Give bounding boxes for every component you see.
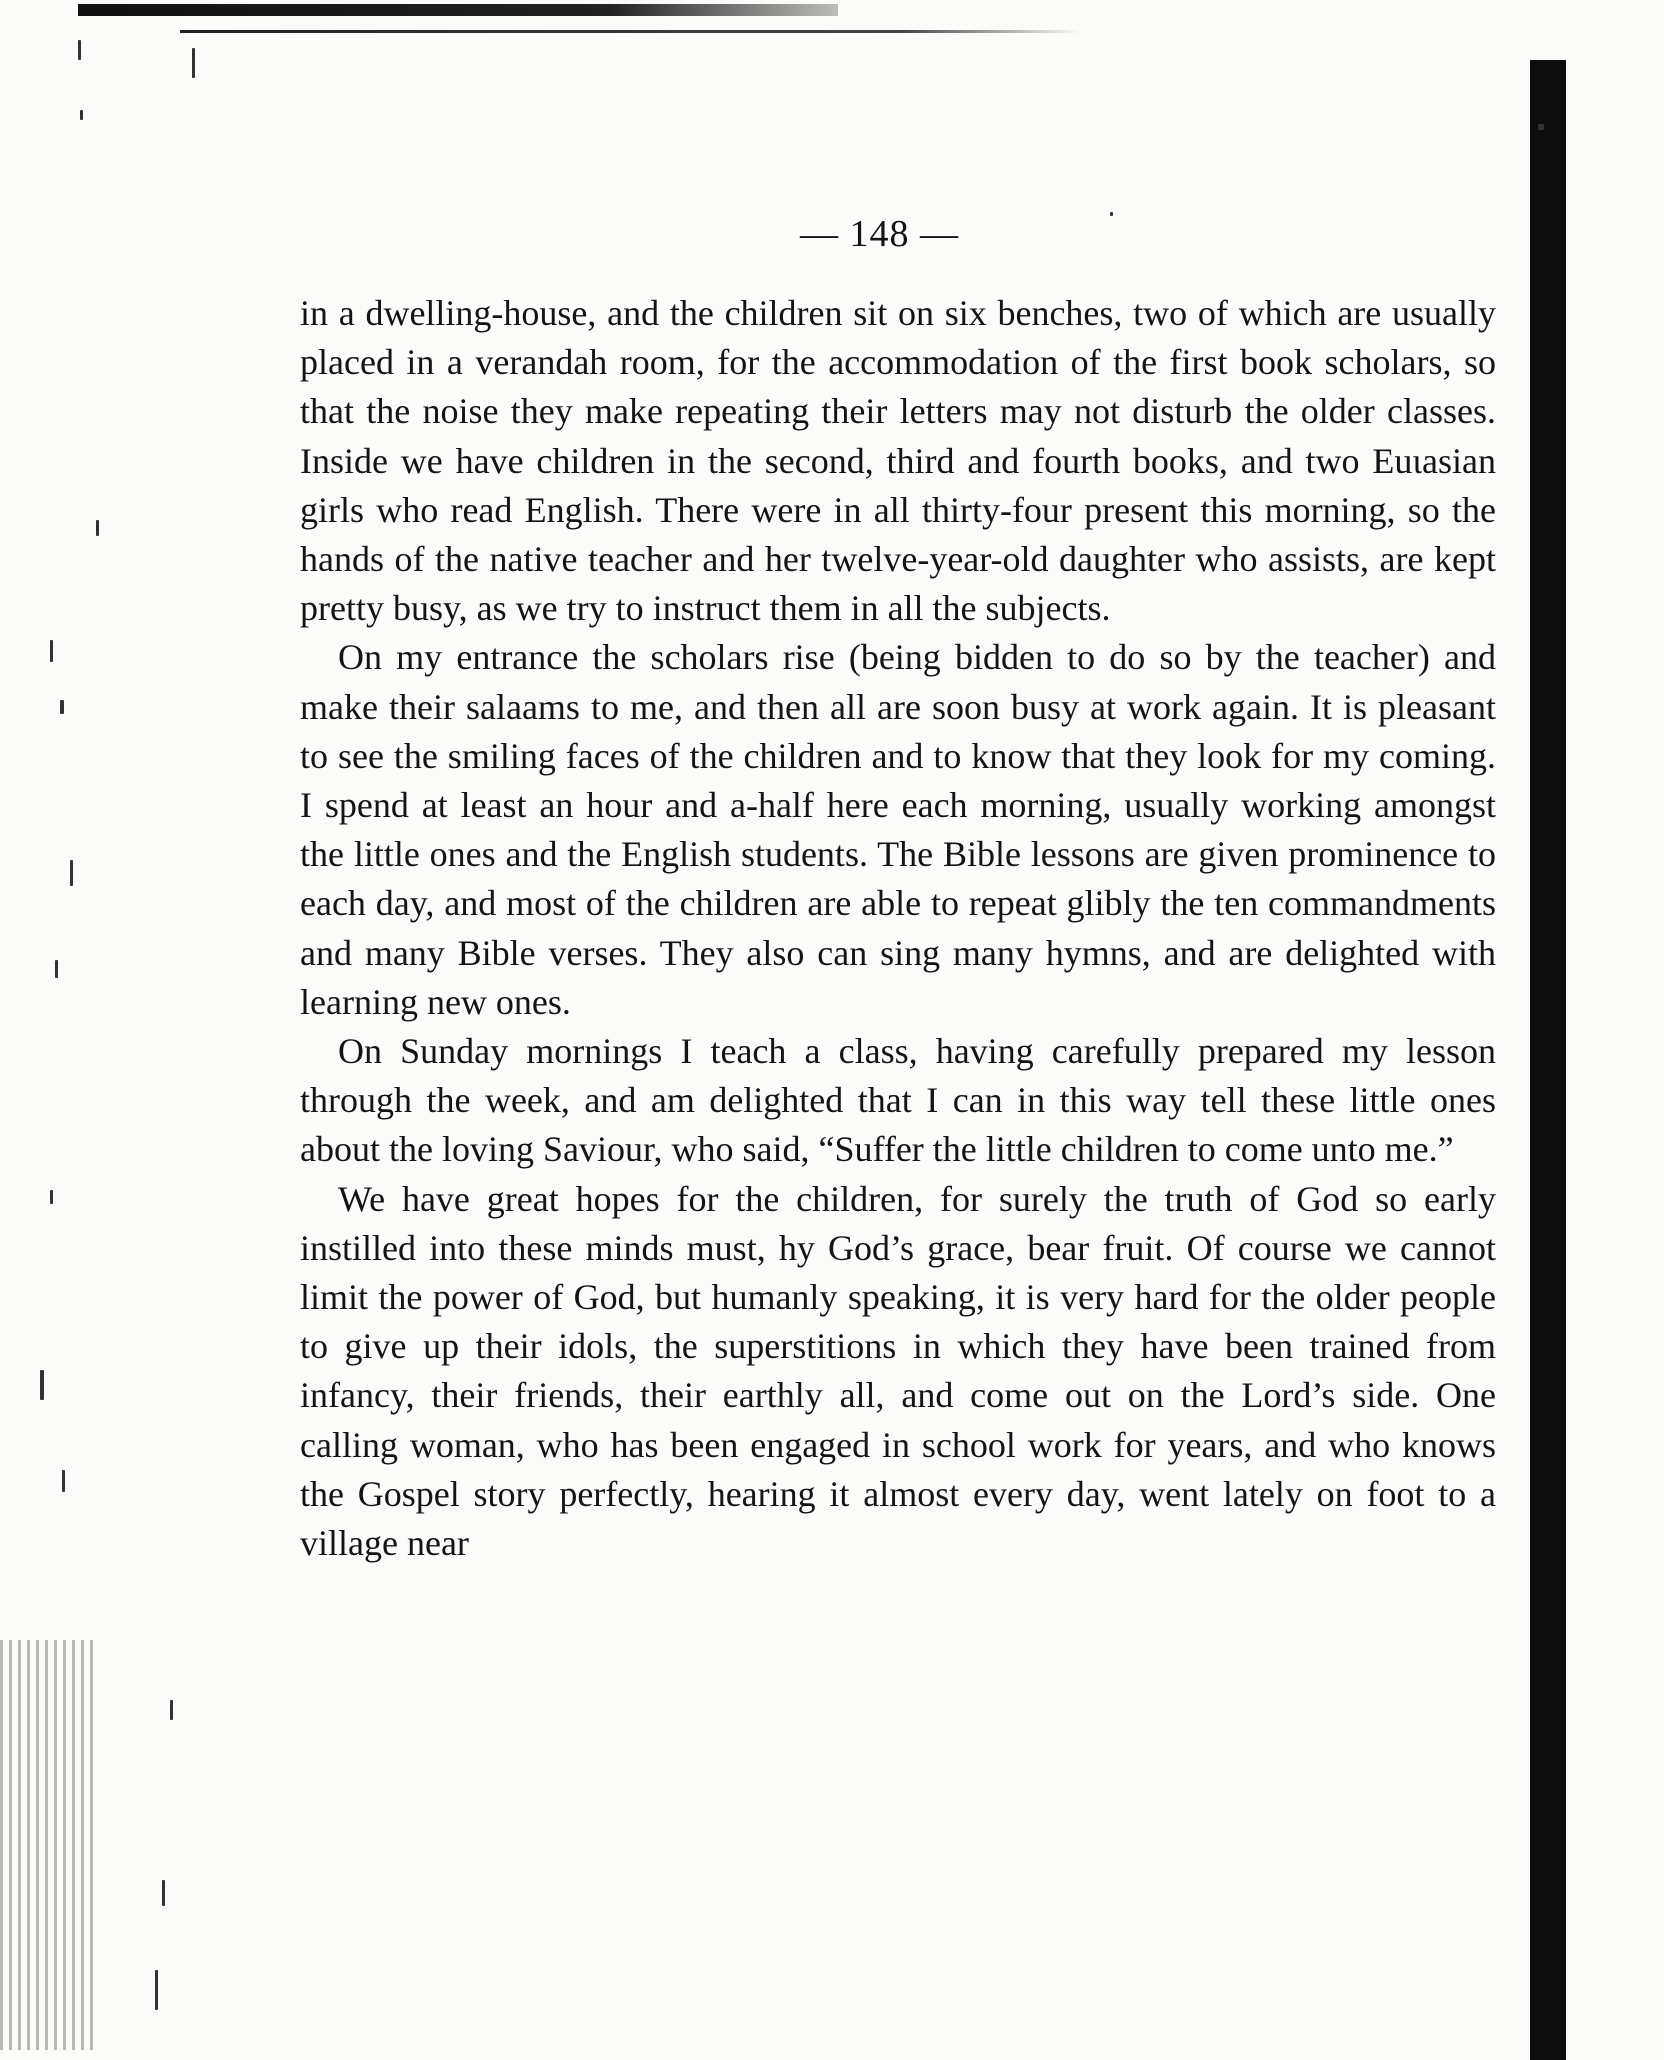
scan-speck xyxy=(70,860,73,886)
scan-speck xyxy=(60,700,64,714)
scan-speck xyxy=(170,1700,173,1720)
paragraph: On my entrance the scholars rise (being bidden to do so by the teacher) and make their salaams to me, and then all are soon busy at work again. It is pleasant to see the smiling faces of the children and to know that they look for my coming. I spend at least an hour and a-half here each morning, usually working amongst the little ones and the English students. The Bible lessons are given prominence to each day, and most of the children are able to repeat glibly the ten commandments and many Bible verses. They also can sing many hymns, and are delighted with learning new ones. xyxy=(300,637,1496,1022)
page-number: — 148 — xyxy=(800,213,959,255)
scan-speck xyxy=(50,1190,53,1204)
header-rule xyxy=(180,30,1080,33)
scan-speck xyxy=(78,40,81,60)
scan-speck xyxy=(1110,212,1113,216)
scan-speck xyxy=(80,110,83,120)
body-text xyxy=(300,289,1496,1568)
top-scan-edge xyxy=(78,4,838,16)
scan-speck xyxy=(155,1970,158,2010)
paragraph: On Sunday mornings I teach a class, having carefully prepared my lesson through the week, and am delighted that I can in this way tell these little ones about the loving Saviour, who said, “Suffer the little children to come unto me.” xyxy=(300,1031,1496,1170)
scan-speck xyxy=(62,1470,65,1492)
scan-noise-strip xyxy=(0,1640,95,2050)
paragraph: in a dwelling-house, and the children sit on six benches, two of which are usually placed in a verandah room, for the accommodation of the first book scholars, so that the noise they make repeating their letters may not disturb the older classes. Inside we have children in the second, third and fourth books, and two Euɩasian girls who read English. There were in all thirty-four present this morning, so the hands of the native teacher and her twelve-year-old daughter who assists, are kept pretty busy, as we try to instruct them in all the subjects. xyxy=(300,293,1496,629)
scan-speck xyxy=(192,48,195,78)
paragraph: We have great hopes for the children, for surely the truth of God so early instilled into these minds must, hy God’s grace, bear fruit. Of course we cannot limit the power of God, but humanly speaking, it is very hard for the older people to give up their idols, the superstitions in which they have been trained from infancy, their friends, their earthly all, and come out on the Lord’s side. One calling woman, who has been engaged in school work for years, and who knows the Gospel story perfectly, hearing it almost every day, went lately on foot to a village near xyxy=(300,1178,1496,1564)
scan-speck xyxy=(1538,124,1544,130)
scan-speck xyxy=(50,640,53,662)
scan-speck xyxy=(162,1880,165,1906)
scan-speck xyxy=(55,960,58,978)
scan-speck xyxy=(96,520,99,536)
scan-speck xyxy=(40,1370,44,1400)
binding-shadow xyxy=(1530,60,1566,2060)
